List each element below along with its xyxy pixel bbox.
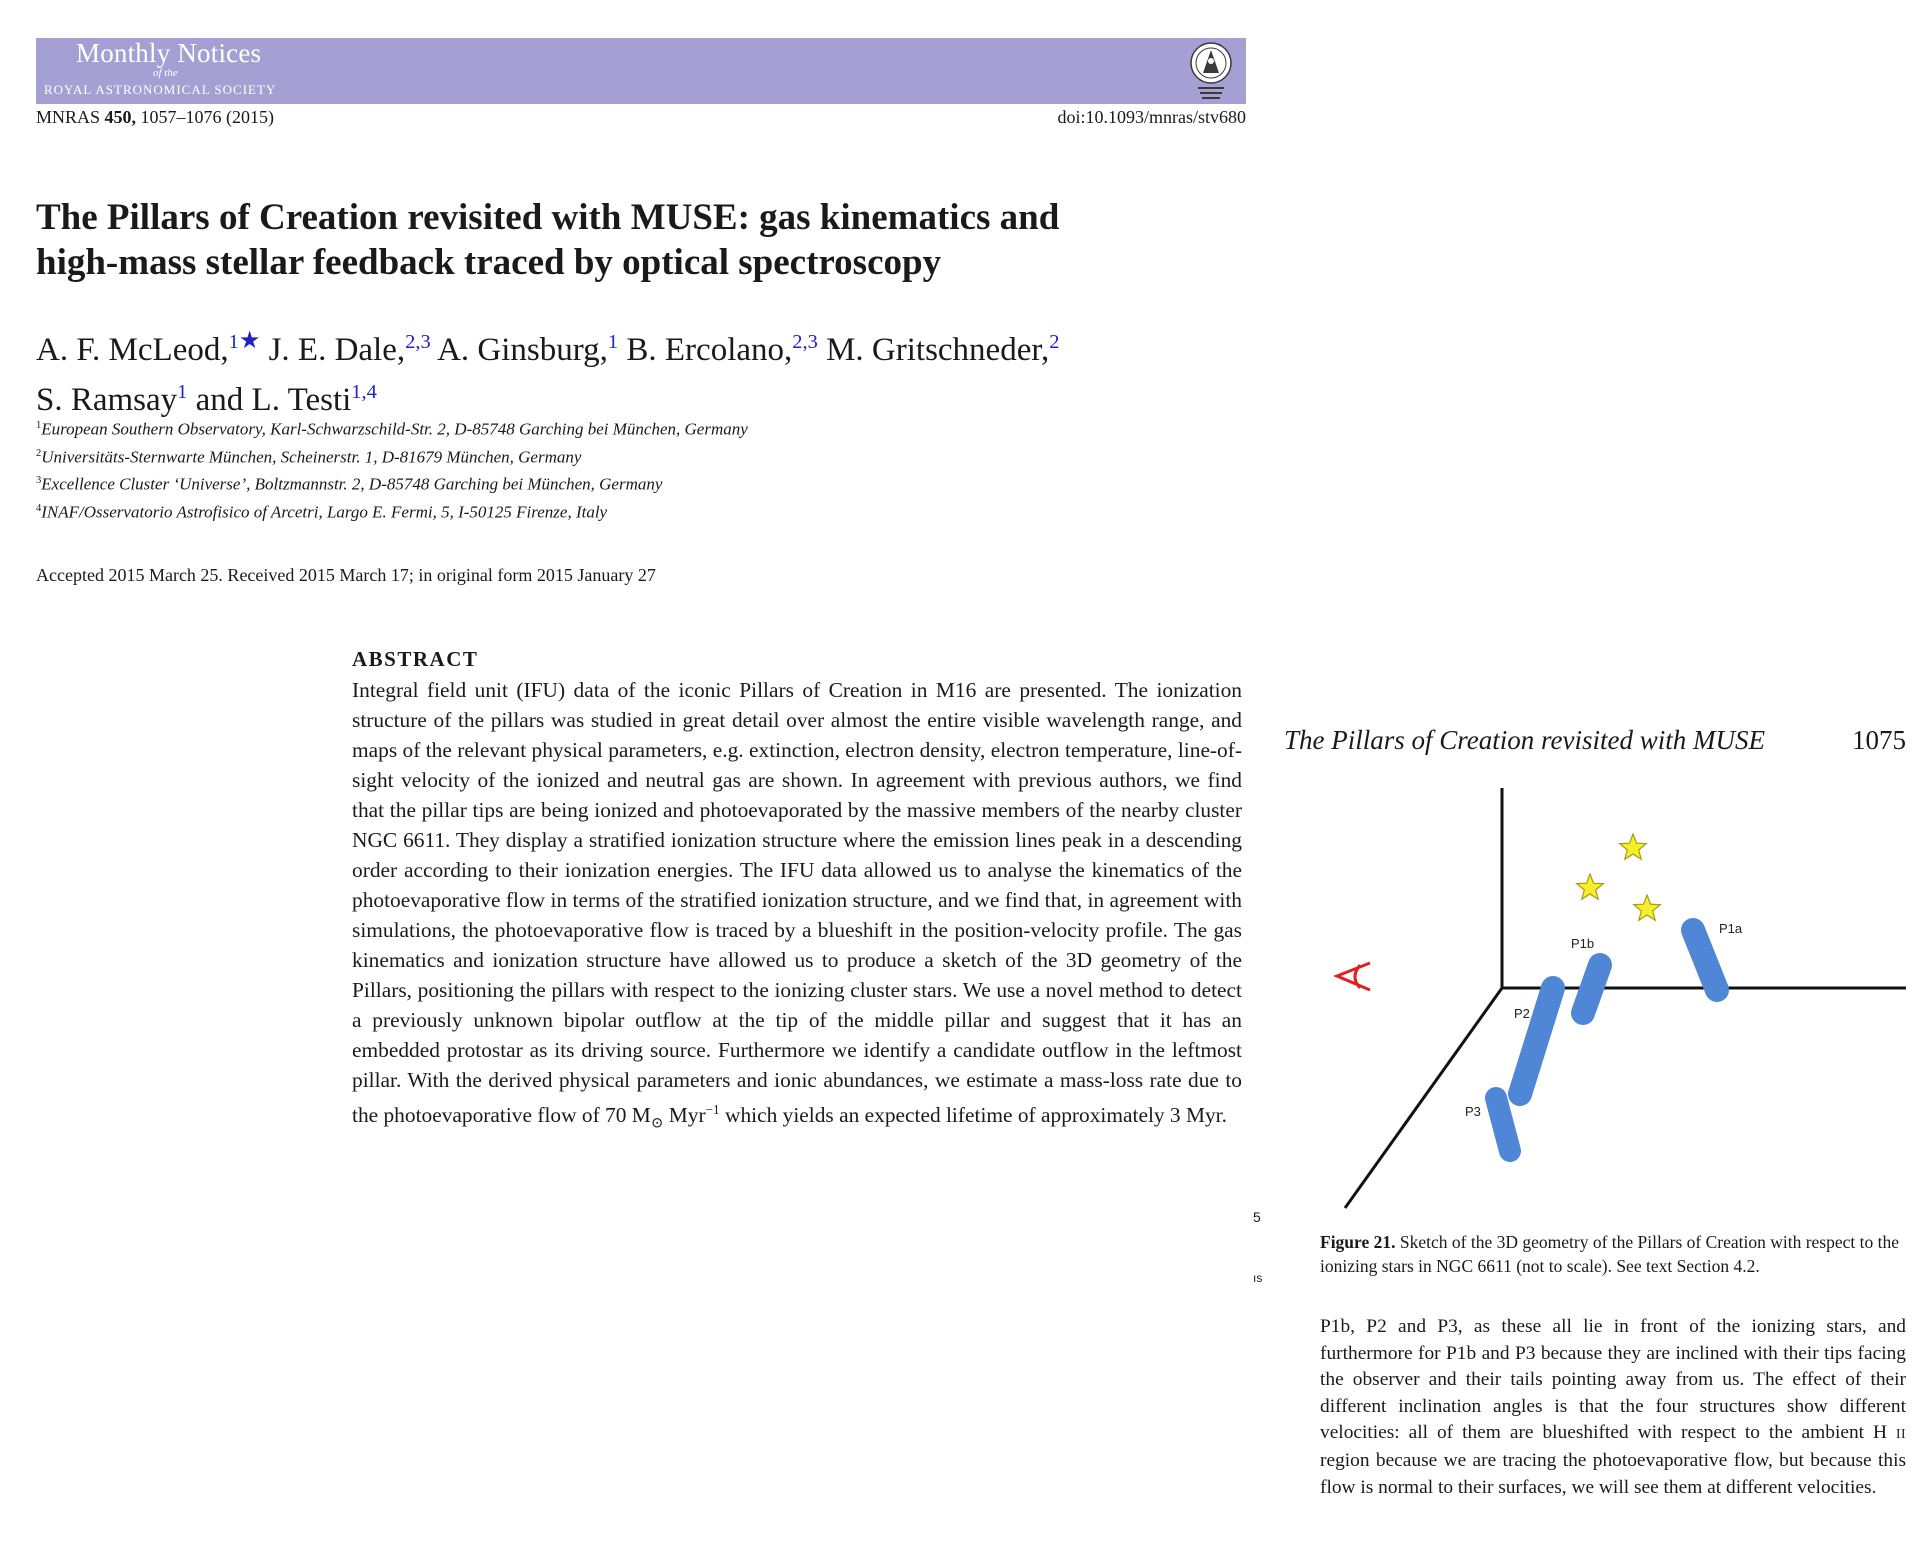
pillar-p1a [1693,930,1717,990]
paper-title: The Pillars of Creation revisited with MUSE: gas kinematics and high-mass stellar feedback traced by optical spectroscopy [36,197,1060,283]
label-p3: P3 [1465,1104,1481,1119]
affiliation: $^4$INAF/Osservatorio Astrofisico of Arcetri, Largo E. Fermi, 5, I-50125 Firenze, Italy [36,502,608,522]
corresponding-star-icon[interactable]: ★ [238,328,261,354]
ionizing-star-icon [1620,834,1647,859]
accepted-dates: Accepted 2015 March 25. Received 2015 March 17; in original form 2015 January 27 [36,565,656,585]
abstract-heading: ABSTRACT [352,647,479,671]
ionizing-star-icon [1634,895,1661,920]
affiliation: $^2$Universitäts-Sternwarte München, Scheinerstr. 1, D-81679 München, Germany [36,447,582,467]
author-affil-link[interactable]: 2,3 [792,331,818,353]
running-header [1284,725,1906,756]
label-p2: P2 [1514,1006,1530,1021]
pillar-p3 [1496,1098,1510,1151]
running-title: The Pillars of Creation revisited with MUSE [1284,725,1765,755]
ionizing-star-icon [1577,874,1604,899]
affiliation: $^3$Excellence Cluster ‘Universe’, Boltzmannstr. 2, D-85748 Garching bei München, Germany [36,474,663,494]
journal-of: of the [153,67,178,79]
axis-depth [1345,988,1502,1208]
author-affil-link[interactable]: 1,4 [351,381,377,403]
page-number: 1075 [1852,725,1906,755]
pillar-p1b [1583,965,1600,1013]
affiliation: $^1$European Southern Observatory, Karl-Schwarzschild-Str. 2, D-85748 Garching bei München, Germany [36,419,748,439]
pillar-p2 [1520,988,1553,1094]
body-paragraph: P1b, P2 and P3, as these all lie in front of the ionizing stars, and furthermore for P1b and P3 because they are inclined with their tips facing the observer and their tails pointing away from us. The effect of their different inclination angles is that the four structures show different velocities: all of them are blueshifted with respect to the ambient H II region because we are tracing the photoevaporative flow, but because this flow is normal to their surfaces, we will see them at different velocities. [1320,1316,1906,1498]
citation: MNRAS 450, 1057–1076 (2015) [36,107,275,127]
author-affil-link[interactable]: 1 [177,381,188,403]
affiliations [36,414,748,525]
cropped-text-fragment: 5 [1253,1209,1261,1225]
society-seal-icon [1188,41,1234,101]
figure-caption: Figure 21. Sketch of the 3D geometry of the Pillars of Creation with respect to the ionizing stars in NGC 6611 (not to scale). See text Section 4.2. [1320,1232,1899,1276]
figure-21-sketch [1320,788,1910,1218]
doi-link[interactable]: doi:10.1093/mnras/stv680 [1057,107,1246,127]
label-p1a: P1a [1719,921,1743,936]
label-p1b: P1b [1571,936,1595,951]
journal-name: Monthly Notices [76,38,262,68]
journal-banner [36,38,1246,104]
author-affil-link[interactable]: 2,3 [405,331,431,353]
author-affil-link[interactable]: 1 [228,331,239,353]
abstract-body: Integral field unit (IFU) data of the iconic Pillars of Creation in M16 are presented. The ionization structure of the pillars was studied in great detail over almost the entire visible wavelength range, and maps of the relevant physical parameters, e.g. extinction, electron density, electron temperature, line-of-sight velocity of the ionized and neutral gas are shown. In agreement with previous authors, we find that the pillar tips are being ionized and photoevaporated by the massive members of the nearby cluster NGC 6611. They display a stratified ionization structure where the emission lines peak in a descending order according to their ionization energies. The IFU data allowed us to analyse the kinematics of the photoevaporative flow in terms of the stratified ionization structure, and we find that, in agreement with simulations, the photoevaporative flow is traced by a blueshift in the position-velocity profile. The gas kinematics and ionization structure have allowed us to produce a sketch of the 3D geometry of the Pillars, positioning the pillars with respect to the ionizing cluster stars. We use a novel method to detect a previously unknown bipolar outflow at the tip of the middle pillar and suggest that it has an embedded protostar as its driving source. Furthermore we identify a candidate outflow in the leftmost pillar. With the derived physical parameters and ionic abundances, we estimate a mass-loss rate due to the photoevaporative flow of 70 $M_⊙$ Myr$^{-1}$ which yields an expected lifetime of approximately 3 Myr. [352,678,1242,1132]
society-name: ROYAL ASTRONOMICAL SOCIETY [44,82,277,97]
cropped-text-fragment: ıs [1253,1271,1263,1285]
author-list: A. F. McLeod,$^{1★}$ J. E. Dale,$^{2,3}$ A. Ginsburg,$^1$ B. Ercolano,$^{2,3}$ M. Gritschneder,$^2$ S. Ramsay$^1$ and L. Testi$^{1,4}$ [36,328,1060,418]
author-affil-link[interactable]: 2 [1049,331,1060,353]
author-affil-link[interactable]: 1 [607,331,619,353]
